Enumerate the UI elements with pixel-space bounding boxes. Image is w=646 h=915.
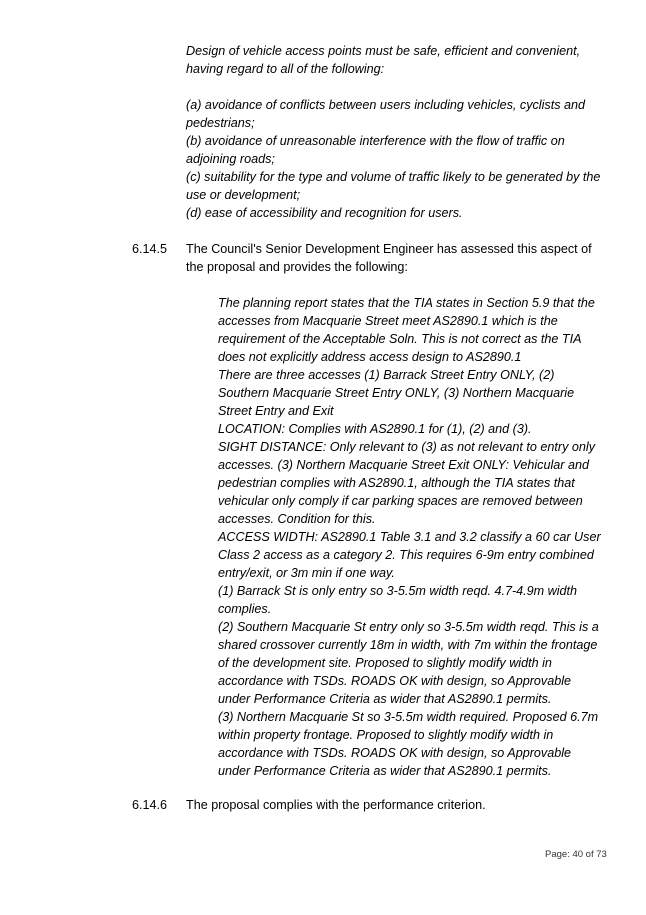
section-6-14-6: [132, 796, 602, 814]
criterion-item-c: (c) suitability for the type and volume of traffic likely to be generated by the use or development;: [186, 170, 601, 202]
section-text: The proposal complies with the performance criterion.: [186, 798, 486, 812]
engineer-comment-quote: [218, 294, 604, 780]
engineer-comment-paragraph: SIGHT DISTANCE: Only relevant to (3) as not relevant to entry only accesses. (3) Northern Macquarie Street Exit ONLY: Vehicular and pedestrian complies with AS2890.1, although the TIA states that vehicular only comply if car parking spaces are removed between accesses. Condition for this.: [218, 440, 596, 526]
section-6-14-5: [132, 240, 602, 276]
section-text: The Council's Senior Development Engineer has assessed this aspect of the proposal and provides the following:: [186, 242, 592, 274]
section-number: 6.14.5: [132, 242, 168, 256]
section-number: 6.14.6: [132, 798, 168, 812]
engineer-comment-paragraph: There are three accesses (1) Barrack Street Entry ONLY, (2) Southern Macquarie Street Entry ONLY, (3) Northern Macquarie Street Entry and Exit: [218, 368, 575, 418]
page-number: Page: 40 of 73: [545, 849, 607, 860]
criterion-item-a: (a) avoidance of conflicts between users including vehicles, cyclists and pedestrians;: [186, 98, 586, 130]
engineer-comment-paragraph: The planning report states that the TIA states in Section 5.9 that the accesses from Macquarie Street meet AS2890.1 which is the requirement of the Acceptable Soln. This is not correct as the TIA does not explicitly address access design to AS2890.1: [218, 296, 595, 364]
criterion-item-d: (d) ease of accessibility and recognition for users.: [186, 206, 463, 220]
engineer-comment-paragraph: ACCESS WIDTH: AS2890.1 Table 3.1 and 3.2 classify a 60 car User Class 2 access as a category 2. This requires 6-9m entry combined entry/exit, or 3m min if one way.: [218, 530, 601, 580]
criterion-lead-text: Design of vehicle access points must be safe, efficient and convenient, having regard to all of the following:: [186, 44, 581, 76]
engineer-comment-paragraph: LOCATION: Complies with AS2890.1 for (1), (2) and (3).: [218, 422, 532, 436]
criterion-quote: [186, 42, 606, 222]
engineer-comment-paragraph: (2) Southern Macquarie St entry only so 3-5.5m width reqd. This is a shared crossover currently 18m in width, with 7m within the frontage of the development site. Proposed to slightly modify width in accordance with TSDs. ROADS OK with design, so Approvable under Performance Criteria as wider that AS2890.1 permits.: [218, 620, 599, 706]
criterion-item-b: (b) avoidance of unreasonable interference with the flow of traffic on adjoining roads;: [186, 134, 565, 166]
engineer-comment-paragraph: (1) Barrack St is only entry so 3-5.5m width reqd. 4.7-4.9m width complies.: [218, 584, 578, 616]
engineer-comment-paragraph: (3) Northern Macquarie St so 3-5.5m width required. Proposed 6.7m within property frontage. Proposed to slightly modify width in accordance with TSDs. ROADS OK with design, so Approvable under Performance Criteria as wider that AS2890.1 permits.: [218, 710, 599, 778]
